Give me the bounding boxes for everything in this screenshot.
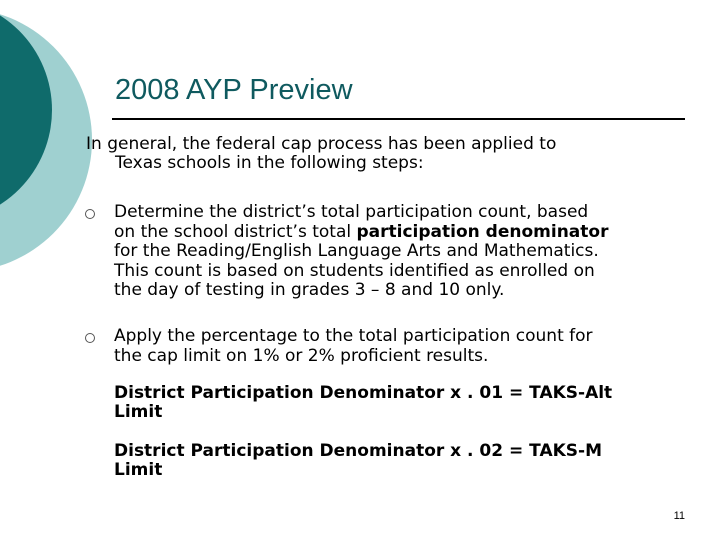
bullet-line: Apply the percentage to the total participation count for	[114, 326, 593, 346]
bullet-line: Determine the district’s total participation count, based	[114, 202, 589, 222]
bullet-line: for the Reading/English Language Arts and Mathematics.	[114, 241, 599, 261]
bullet-marker	[85, 333, 95, 343]
bullet-line	[114, 223, 694, 243]
page-number: 11	[673, 510, 685, 522]
bullet-text	[114, 327, 694, 366]
formula-line: Limit	[114, 402, 163, 422]
bullet-line: the cap limit on 1% or 2% proficient results.	[114, 345, 489, 366]
bullet-text	[114, 203, 694, 301]
bullet-line-text: on the school district’s total	[114, 221, 357, 242]
intro-line: Texas schools in the following steps:	[115, 153, 424, 173]
bullet-marker	[85, 209, 95, 219]
bold-term: participation denominator	[356, 221, 609, 242]
formula-taks-alt	[114, 384, 704, 422]
formula-line: Limit	[114, 460, 163, 480]
formula-taks-m	[114, 442, 704, 480]
intro-line: In general, the federal cap process has been applied to	[86, 134, 557, 154]
bullet-line: the day of testing in grades 3 – 8 and 10 only.	[114, 280, 505, 300]
title-divider	[112, 118, 685, 120]
bullet-line: This count is based on students identified as enrolled on	[114, 260, 595, 281]
intro-paragraph	[86, 135, 686, 173]
formula-line: District Participation Denominator x . 02 = TAKS-M	[114, 441, 602, 461]
formula-line: District Participation Denominator x . 01 = TAKS-Alt	[114, 383, 613, 403]
slide-title: 2008 AYP Preview	[115, 74, 353, 106]
